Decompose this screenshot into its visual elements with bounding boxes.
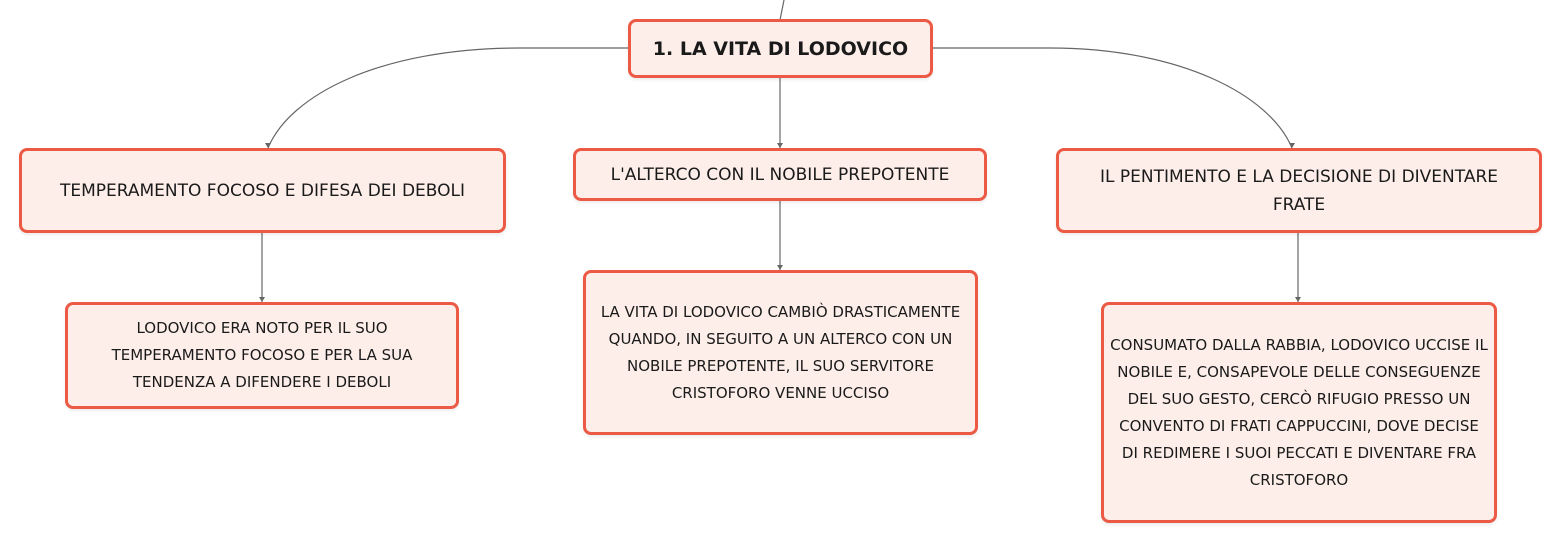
detail-node-2[interactable] — [583, 270, 978, 435]
topic-node-3[interactable] — [1056, 148, 1542, 233]
topic-node-2[interactable] — [573, 148, 987, 201]
detail-text: LA VITA DI LODOVICO CAMBIÒ DRASTICAMENTE QUANDO, IN SEGUITO A UN ALTERCO CON UN NOBILE PREPOTENTE, IL SUO SERVITORE CRISTOFORO VENNE UCCISO — [600, 302, 961, 402]
detail-node-1[interactable] — [65, 302, 459, 409]
detail-text: CONSUMATO DALLA RABBIA, LODOVICO UCCISE IL NOBILE E, CONSAPEVOLE DELLE CONSEGUENZE DEL SUO GESTO, CERCÒ RIFUGIO PRESSO UN CONVENTO DI FRATI CAPPUCCINI, DOVE DECISE DI REDIMERE I SUOI PECCATI E DIVENTARE FRA CRISTOFORO — [1110, 335, 1488, 489]
topic-label: L'ALTERCO CON IL NOBILE PREPOTENTE — [610, 164, 950, 185]
central-topic[interactable] — [628, 19, 933, 78]
connector-root-parent — [780, 0, 784, 20]
detail-node-3[interactable] — [1101, 302, 1497, 523]
detail-text: LODOVICO ERA NOTO PER IL SUO TEMPERAMENTO FOCOSO E PER LA SUA TENDENZA A DIFENDERE I DEBOLI — [111, 319, 413, 391]
connector-root-topic-3 — [933, 48, 1292, 148]
central-topic-label: 1. LA VITA DI LODOVICO — [652, 37, 909, 60]
topic-label: IL PENTIMENTO E LA DECISIONE DI DIVENTARE FRATE — [1099, 166, 1499, 215]
topic-label: TEMPERAMENTO FOCOSO E DIFESA DEI DEBOLI — [59, 180, 466, 201]
topic-node-1[interactable] — [19, 148, 506, 233]
connector-root-topic-1 — [268, 48, 628, 148]
